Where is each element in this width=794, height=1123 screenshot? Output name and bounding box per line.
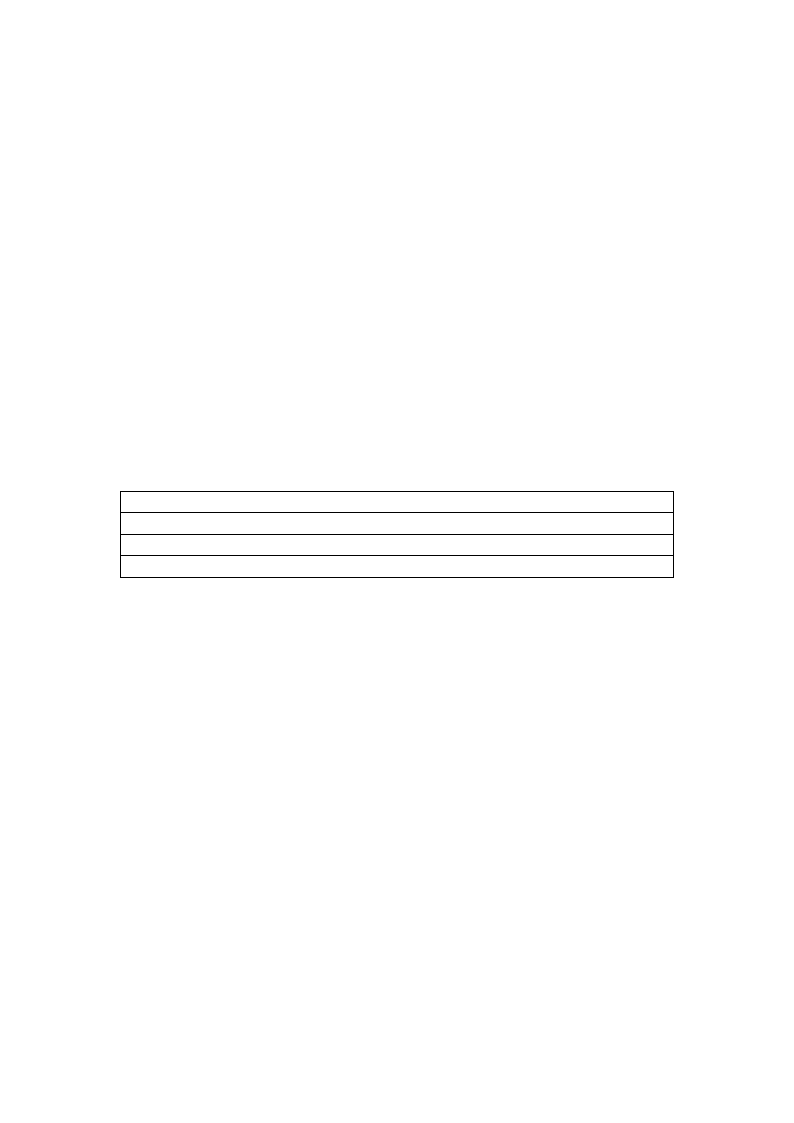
self-check-table xyxy=(120,491,674,578)
comments-label xyxy=(121,534,674,555)
comments-scale xyxy=(121,556,674,577)
table-title xyxy=(121,492,674,513)
student-info xyxy=(121,513,674,534)
